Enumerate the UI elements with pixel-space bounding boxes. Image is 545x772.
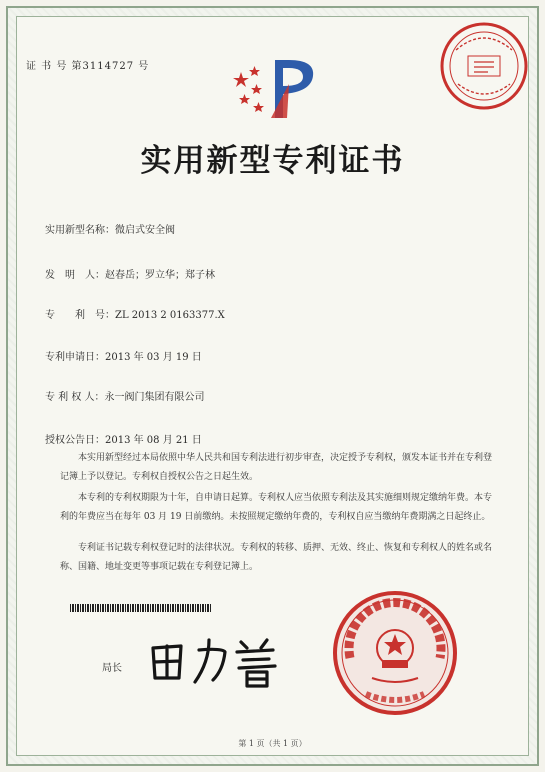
body-paragraph: 本专利的专利权期限为十年，自申请日起算。专利权人应当依照专利法及其实施细则规定缴纳年费。本专利的年费应当在每年 03 月 19 日前缴纳。未按照规定缴纳年费的，专利权自应当缴纳年费期满之日起终止。 (60, 493, 493, 522)
announcement-date: 授权公告日：2013 年 08 月 21 日 (45, 435, 202, 446)
application-date: 专利申请日：2013 年 03 月 19 日 (45, 352, 202, 363)
director-label: 局长 (102, 663, 122, 674)
patentee: 专 利 权 人：永一阀门集团有限公司 (45, 392, 205, 403)
patent-number: 专 利 号：ZL 2013 2 0163377.X (45, 310, 225, 321)
signature-image (143, 628, 283, 690)
barcode (70, 604, 212, 612)
body-paragraph: 本实用新型经过本局依照中华人民共和国专利法进行初步审查，决定授予专利权，颁发本证书并在专利登记簿上予以登记。专利权自授权公告之日起生效。 (60, 453, 493, 482)
official-seal-icon (330, 588, 460, 718)
stamp-icon (438, 20, 530, 112)
body-paragraph: 专利证书记载专利权登记时的法律状况。专利权的转移、质押、无效、终止、恢复和专利权人的姓名或名称、国籍、地址变更等事项记载在专利登记簿上。 (60, 543, 493, 572)
utility-model-name: 实用新型名称：微启式安全阀 (45, 225, 175, 236)
certificate-number: 证 书 号 第3114727 号 (26, 61, 150, 72)
document-title: 实用新型专利证书 (140, 143, 405, 179)
sipo-logo-icon (231, 54, 327, 120)
inventors: 发 明 人：赵春岳；罗立华；郑子林 (45, 270, 215, 281)
page-number: 第 1 页（共 1 页） (238, 739, 307, 748)
